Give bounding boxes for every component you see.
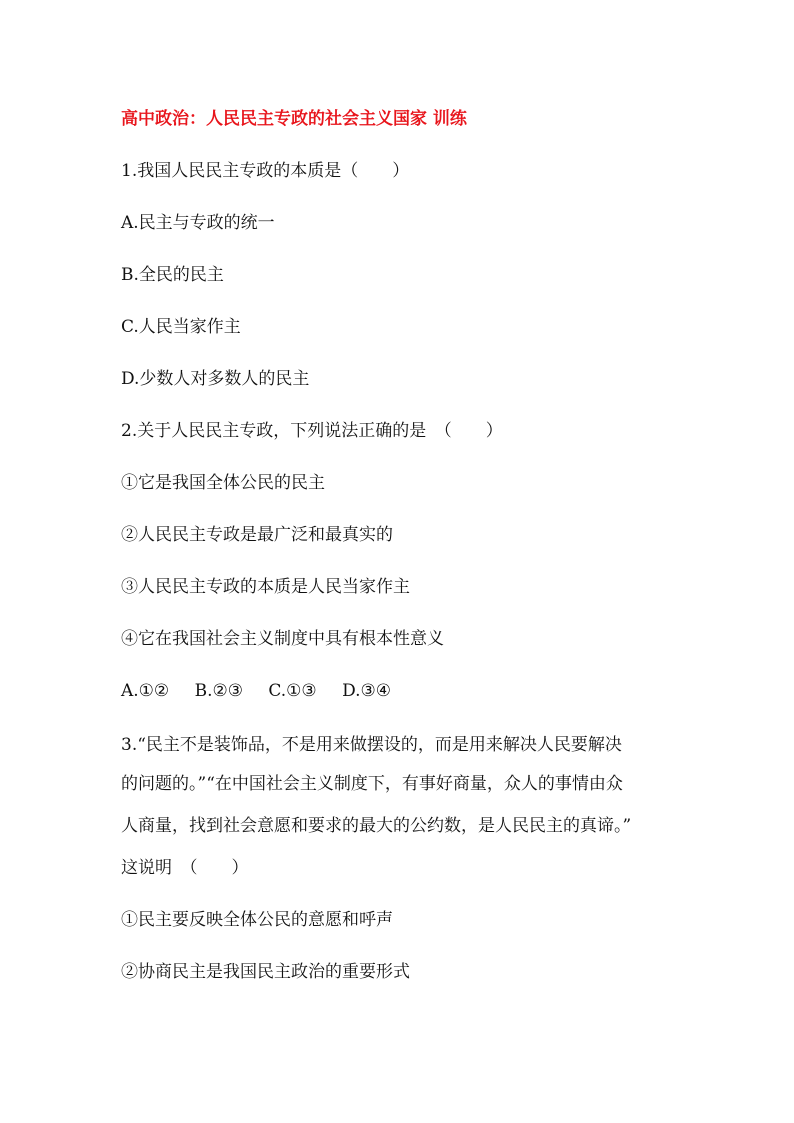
question-3-stem-line-4: 这说明 （ ）	[121, 858, 249, 878]
q2-statement-4: ④它在我国社会主义制度中具有根本性意义	[121, 629, 444, 649]
q1-option-b: B.全民的民主	[121, 265, 224, 285]
q2-statement-1: ①它是我国全体公民的民主	[121, 473, 325, 493]
q1-option-d: D.少数人对多数人的民主	[121, 369, 310, 389]
q1-option-c: C.人民当家作主	[121, 317, 241, 337]
question-3-stem-line-2: 的问题的。”“在中国社会主义制度下，有事好商量，众人的事情由众	[121, 774, 623, 794]
q2-options-row	[121, 680, 411, 702]
question-3-stem-line-1: 3.“民主不是装饰品，不是用来做摆设的，而是用来解决人民要解决	[121, 735, 622, 755]
q2-option-b: B.②③	[194, 681, 243, 701]
document-title: 高中政治：人民民主专政的社会主义国家 训练	[121, 109, 467, 129]
q2-statement-3: ③人民民主专政的本质是人民当家作主	[121, 577, 410, 597]
q3-statement-1: ①民主要反映全体公民的意愿和呼声	[121, 910, 393, 930]
q2-statement-2: ②人民民主专政是最广泛和最真实的	[121, 525, 393, 545]
q3-statement-2: ②协商民主是我国民主政治的重要形式	[121, 962, 410, 982]
question-2-stem: 2.关于人民民主专政，下列说法正确的是 （ ）	[121, 421, 503, 441]
q2-option-c: C.①③	[268, 681, 317, 701]
q2-option-d: D.③④	[342, 681, 391, 701]
question-1-stem: 1.我国人民民主专政的本质是（ ）	[121, 161, 410, 181]
q1-option-a: A.民主与专政的统一	[121, 213, 275, 233]
q2-option-a: A.①②	[121, 681, 170, 701]
question-3-stem-line-3: 人商量，找到社会意愿和要求的最大的公约数，是人民民主的真谛。”	[121, 816, 632, 836]
